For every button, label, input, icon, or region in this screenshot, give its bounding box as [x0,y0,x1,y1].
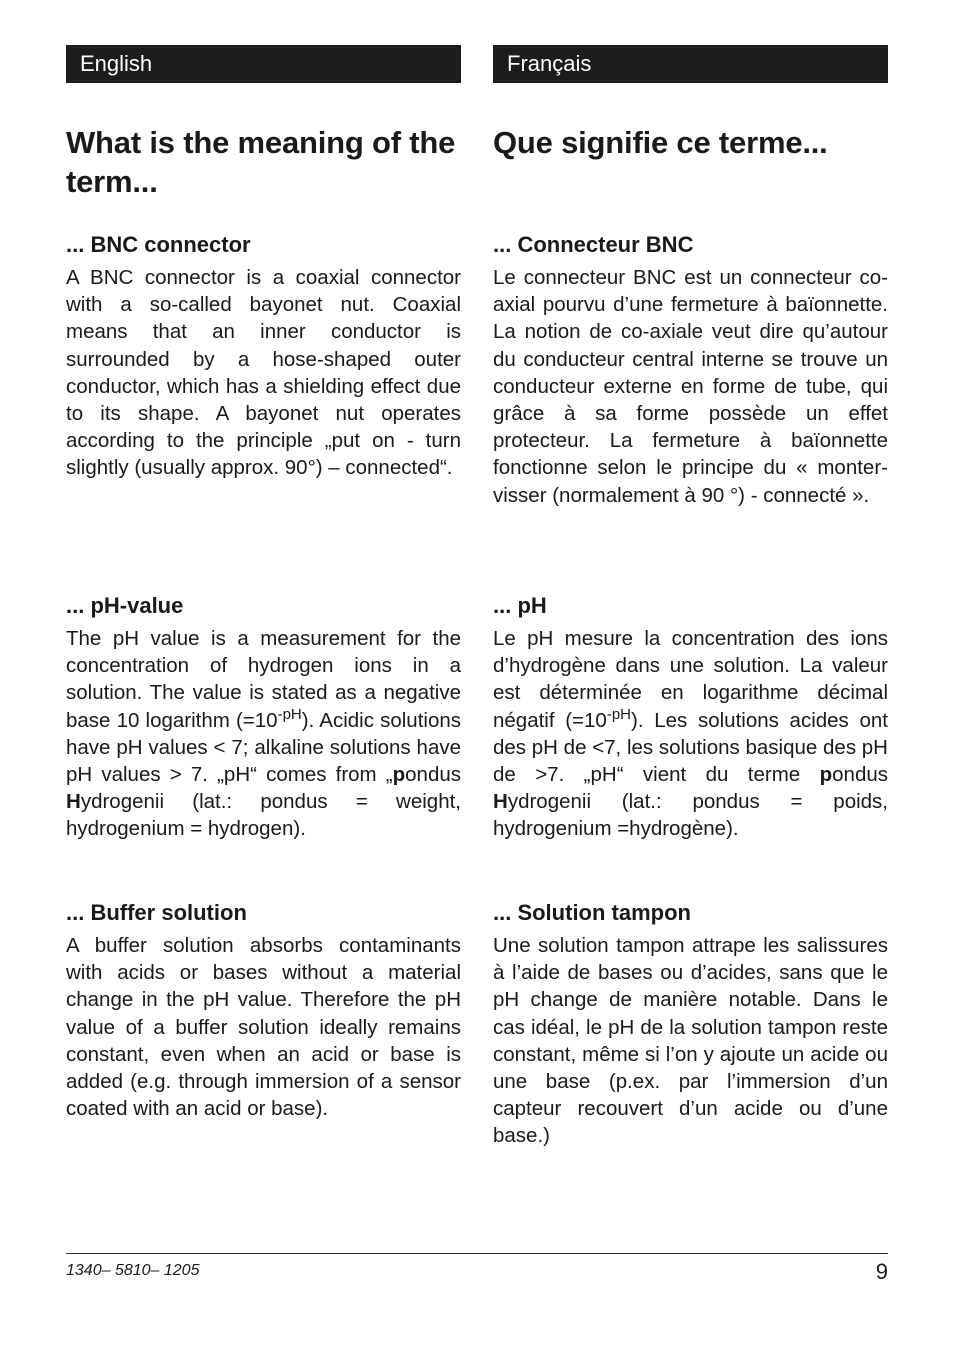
section-ph [493,592,888,843]
section-heading: ... Solution tampon [493,900,691,925]
section-text: A BNC connector is a coaxial connector with a so-called bayonet nut. Coaxial means that an inner conductor is surrounded by a hose-shaped outer conductor, which has a shielding effect due to its shape. A bayonet nut operates according to the principle „put on - turn slightly (usually approx. 90°) – connected“. [66,266,461,480]
section-connecteur-bnc [493,231,888,509]
section-heading: ... pH [493,593,547,618]
section-text: Le pH mesure la concentration des ions d’hydrogène dans une solution. La valeur est déterminée en logarithme décimal négatif $(=10^{-pH})$. Les solutions acides ont des pH de <7, les solutions basique des pH de >7. „pH“ vient du terme pondus Hydrogenii (lat.: pondus = poids, hydrogenium =hydrogène). [493,627,888,841]
document-code: 1340– 5810– 1205 [66,1262,200,1279]
section-heading: ... pH-value [66,593,184,618]
language-header-english: English [66,45,461,83]
superscript: -pH [606,705,632,723]
section-ph-value [66,592,461,843]
section-text: Une solution tampon attrape les salissures à l’aide de bases ou d’acides, sans que le pH change de manière notable. Dans le cas idéal, le pH de la solution tampon reste constant, même si l’on y ajoute un acide ou une base (p.ex. par l’immersion d’un capteur recouvert d’un acide ou d’une base.) [493,934,888,1148]
section-bnc-connector [66,231,461,482]
language-header-french: Français [493,45,888,83]
section-text: Le connecteur BNC est un connecteur co-axial pourvu d’une fermeture à baïonnette. La notion de co-axiale veut dire qu’autour du conducteur central interne se trouve un conducteur externe en forme de tube, qui grâce à sa forme possède un effet protecteur. La fermeture à baïonnette fonctionne selon le principe du « monter- visser (normalement à 90 °) - connecté ». [493,266,888,507]
page-number: 9 [875,1259,888,1284]
superscript: -pH [277,705,302,723]
section-text: The pH value is a measurement for the concentration of hydrogen ions in a solution. The value is stated as a negative base 10 logarithm $(=10^{-pH})$. Acidic solutions have pH values < 7; alkaline solutions have pH values > 7. „pH“ comes from „pondus Hydrogenii (lat.: pondus = weight, hydrogenium = hydrogen). [66,627,461,841]
footer-divider [66,1253,888,1254]
section-heading: ... BNC connector [66,232,251,257]
section-text: A buffer solution absorbs contaminants with acids or bases without a material change in the pH value. Therefore the pH value of a buffer solution ideally remains constant, even when an acid or base is added (e.g. through immersion of a sensor coated with an acid or base). [66,934,461,1121]
section-buffer-solution [66,899,461,1122]
page-title-french: Que signifie ce terme... [493,125,828,160]
section-solution-tampon [493,899,888,1150]
section-heading: ... Buffer solution [66,900,247,925]
page-title-english: What is the meaning of the term... [66,125,456,199]
english-column [66,45,461,1121]
section-heading: ... Connecteur BNC [493,232,694,257]
french-column [493,45,888,1148]
